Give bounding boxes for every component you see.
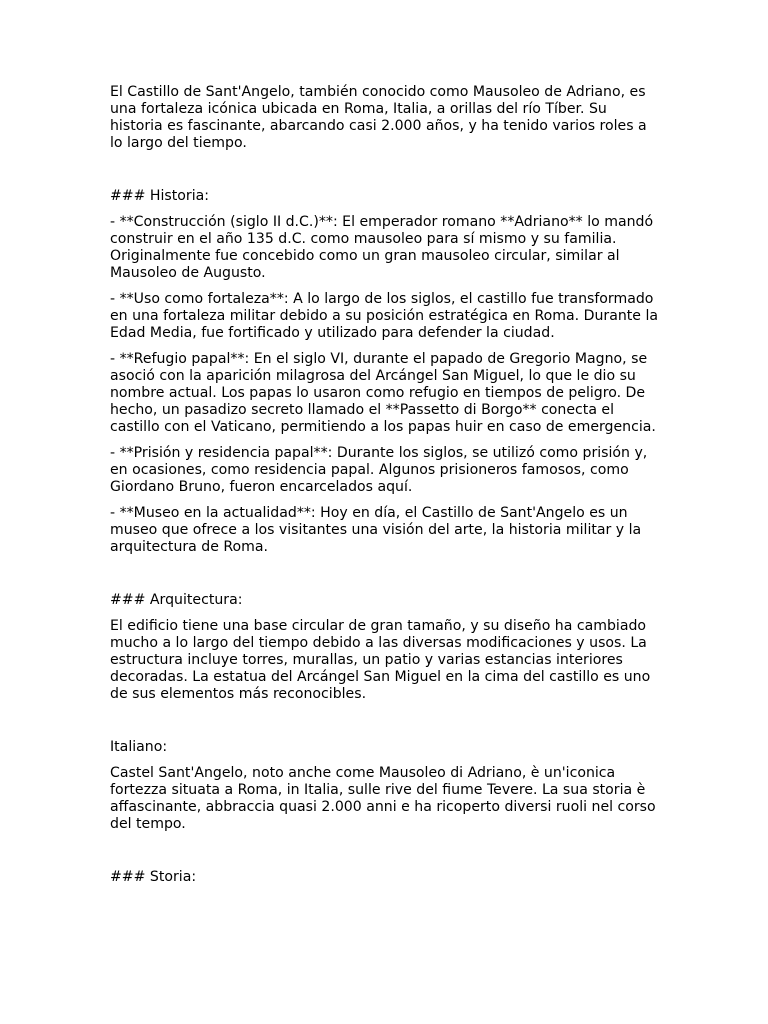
historia-item: - **Museo en la actualidad**: Hoy en día, el Castillo de Sant'Angelo es un museo que ofrece a los visitantes una visión del arte, la historia militar y la arquitectura de Roma.	[110, 505, 642, 555]
historia-item: - **Uso como fortaleza**: A lo largo de los siglos, el castillo fue transformado en una fortaleza militar debido a su posición estratégica en Roma. Durante la Edad Media, fue fortificado y utilizado para defender la ciudad.	[110, 291, 659, 341]
arquitectura-heading: ### Arquitectura:	[110, 592, 243, 608]
italiano-heading: Italiano:	[110, 739, 168, 755]
document-body	[110, 84, 662, 895]
historia-heading: ### Historia:	[110, 188, 210, 204]
historia-item: - **Refugio papal**: En el siglo VI, durante el papado de Gregorio Magno, se asoció con la aparición milagrosa del Arcángel San Miguel, lo que le dio su nombre actual. Los papas lo usaron como refugio en tiempos de peligro. De hecho, un pasadizo secreto llamado el **Passetto di Borgo** conecta el castillo con el Vaticano, permitiendo a los papas huir en caso de emergencia.	[110, 351, 656, 435]
intro-paragraph: El Castillo de Sant'Angelo, también conocido como Mausoleo de Adriano, es una fortaleza icónica ubicada en Roma, Italia, a orillas del río Tíber. Su historia es fascinante, abarcando casi 2.000 años, y ha tenido varios roles a lo largo del tiempo.	[110, 84, 647, 151]
historia-item: - **Construcción (siglo II d.C.)**: El emperador romano **Adriano** lo mandó construir en el año 135 d.C. como mausoleo para sí mismo y su familia. Originalmente fue concebido como un gran mausoleo circular, similar al Mausoleo de Augusto.	[110, 214, 654, 281]
historia-item: - **Prisión y residencia papal**: Durante los siglos, se utilizó como prisión y, en ocasiones, como residencia papal. Algunos prisioneros famosos, como Giordano Bruno, fueron encarcelados aquí.	[110, 445, 648, 495]
storia-heading: ### Storia:	[110, 869, 197, 885]
arquitectura-paragraph: El edificio tiene una base circular de gran tamaño, y su diseño ha cambiado mucho a lo largo del tiempo debido a las diversas modificaciones y usos. La estructura incluye torres, murallas, un patio y varias estancias interiores decoradas. La estatua del Arcángel San Miguel en la cima del castillo es uno de sus elementos más reconocibles.	[110, 618, 651, 702]
italiano-paragraph: Castel Sant'Angelo, noto anche come Mausoleo di Adriano, è un'iconica fortezza situata a Roma, in Italia, sulle rive del fiume Tevere. La sua storia è affascinante, abbraccia quasi 2.000 anni e ha ricoperto diversi ruoli nel corso del tempo.	[110, 765, 656, 832]
